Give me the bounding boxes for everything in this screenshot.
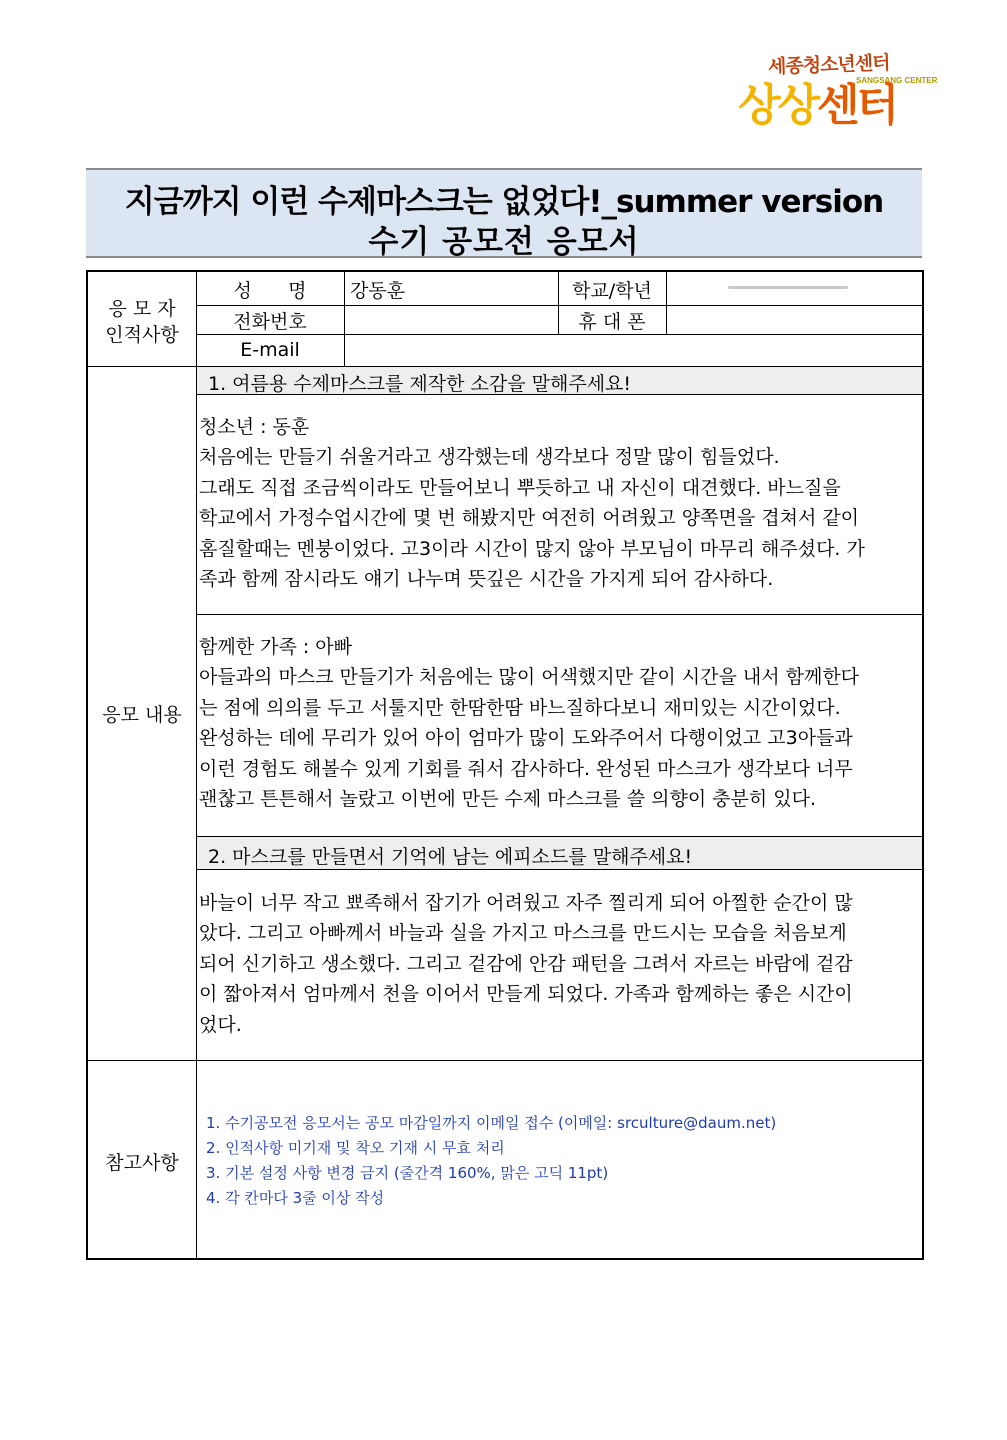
logo-main-part1: 상상 bbox=[738, 80, 818, 131]
text-line: 괜찮고 튼튼해서 놀랐고 이번에 만든 수제 마스크를 쓸 의향이 충분히 있다. bbox=[199, 788, 817, 811]
logo-english-text: SANGSANG CENTER bbox=[856, 76, 938, 85]
text-line: 았다. 그리고 아빠께서 바늘과 실을 가지고 마스크를 만드시는 모습을 처음보게 bbox=[199, 922, 847, 945]
text-line: 청소년 : 동훈 bbox=[199, 416, 310, 438]
school-label: 학교/학년 bbox=[572, 280, 652, 302]
text-line: 는 점에 의의를 두고 서툴지만 한땀한땀 바느질하다보니 재미있는 시간이었다. bbox=[199, 696, 841, 719]
text-line: 되어 신기하고 생소했다. 그리고 겉감에 안감 패턴을 그려서 자르는 바람에 겉감 bbox=[199, 952, 853, 975]
content-section-bottom bbox=[88, 1060, 922, 1061]
school-value-redacted[interactable] bbox=[728, 286, 848, 289]
text-line: 족과 함께 잠시라도 얘기 나누며 뜻깊은 시간을 가지게 되어 감사하다. bbox=[199, 568, 774, 591]
text-line: 홈질할때는 멘붕이었다. 고3이라 시간이 많지 않아 부모님이 마무리 해주셨다. 가 bbox=[199, 537, 865, 560]
note-item: 1. 수기공모전 응모서는 공모 마감일까지 이메일 접수 (이메일: srculture@daum.net) bbox=[206, 1114, 777, 1132]
text-line: 처음에는 만들기 쉬울거라고 생각했는데 생각보다 정말 많이 힘들었다. bbox=[199, 446, 780, 469]
logo-top-text: 세종청소년센터 bbox=[767, 51, 890, 79]
name-value[interactable]: 강동훈 bbox=[350, 280, 406, 302]
application-form bbox=[86, 270, 924, 1260]
answer-1-divider bbox=[196, 614, 922, 615]
note-item: 4. 각 칸마다 3줄 이상 작성 bbox=[206, 1189, 385, 1207]
page-title: 지금까지 이런 수제마스크는 없었다!_summer version bbox=[124, 184, 884, 220]
left-column-divider bbox=[196, 272, 197, 1258]
note-item: 2. 인적사항 미기재 및 착오 기재 시 무효 처리 bbox=[206, 1139, 505, 1157]
applicant-label-2: 인적사항 bbox=[105, 324, 179, 346]
content-section-label: 응모 내용 bbox=[102, 704, 182, 726]
text-line: 었다. bbox=[199, 1013, 242, 1036]
info-divider-5 bbox=[666, 306, 667, 334]
note-item: 3. 기본 설정 사항 변경 금지 (줄간격 160%, 맑은 고딕 11pt) bbox=[206, 1164, 609, 1182]
text-line: 이런 경험도 해볼수 있게 기회를 줘서 감사하다. 완성된 마스크가 생각보다 너무 bbox=[199, 757, 853, 780]
notes-list bbox=[206, 1111, 776, 1211]
center-logo bbox=[738, 50, 938, 140]
logo-main-text bbox=[738, 76, 896, 136]
page-subtitle: 수기 공모전 응모서 bbox=[368, 224, 640, 260]
text-line: 함께한 가족 : 아빠 bbox=[199, 636, 352, 658]
answer-2[interactable] bbox=[199, 888, 853, 1040]
answer-1-family[interactable] bbox=[199, 632, 859, 814]
text-line: 학교에서 가정수업시간에 몇 번 해봤지만 여전히 어려웠고 양쪽면을 겹쳐서 같이 bbox=[199, 507, 860, 530]
text-line: 아들과의 마스크 만들기가 처음에는 많이 어색했지만 같이 시간을 내서 함께한다 bbox=[199, 666, 860, 689]
info-divider-1 bbox=[344, 272, 345, 366]
q2-bar-bottom bbox=[196, 869, 922, 870]
notes-section-label: 참고사항 bbox=[105, 1152, 179, 1174]
logo-main-part2: 센터 bbox=[817, 80, 897, 131]
answer-1-teen[interactable] bbox=[199, 412, 865, 594]
text-line: 이 짧아져서 엄마께서 천을 이어서 만들게 되었다. 가족과 함께하는 좋은 시간이 bbox=[199, 983, 853, 1006]
text-line: 완성하는 데에 무리가 있어 아이 엄마가 많이 도와주어서 다행이었고 고3아들과 bbox=[199, 727, 853, 750]
name-label: 성 명 bbox=[233, 280, 307, 302]
question-2: 2. 마스크를 만들면서 기억에 남는 에피소드를 말해주세요! bbox=[208, 846, 693, 868]
question-1: 1. 여름용 수제마스크를 제작한 소감을 말해주세요! bbox=[208, 373, 632, 395]
info-row-line-1 bbox=[196, 305, 922, 306]
text-line: 그래도 직접 조금씩이라도 만들어보니 뿌듯하고 내 자신이 대견했다. 바느질을 bbox=[199, 476, 841, 499]
phone-label: 전화번호 bbox=[233, 311, 307, 333]
info-divider-3 bbox=[666, 272, 667, 305]
text-line: 바늘이 너무 작고 뾰족해서 잡기가 어려웠고 자주 찔리게 되어 아찔한 순간이 많 bbox=[199, 892, 853, 914]
mobile-label: 휴 대 폰 bbox=[578, 311, 646, 333]
title-box bbox=[86, 168, 922, 258]
email-label: E-mail bbox=[240, 339, 300, 361]
info-row-line-2 bbox=[196, 334, 922, 335]
applicant-label-1: 응 모 자 bbox=[108, 298, 176, 320]
